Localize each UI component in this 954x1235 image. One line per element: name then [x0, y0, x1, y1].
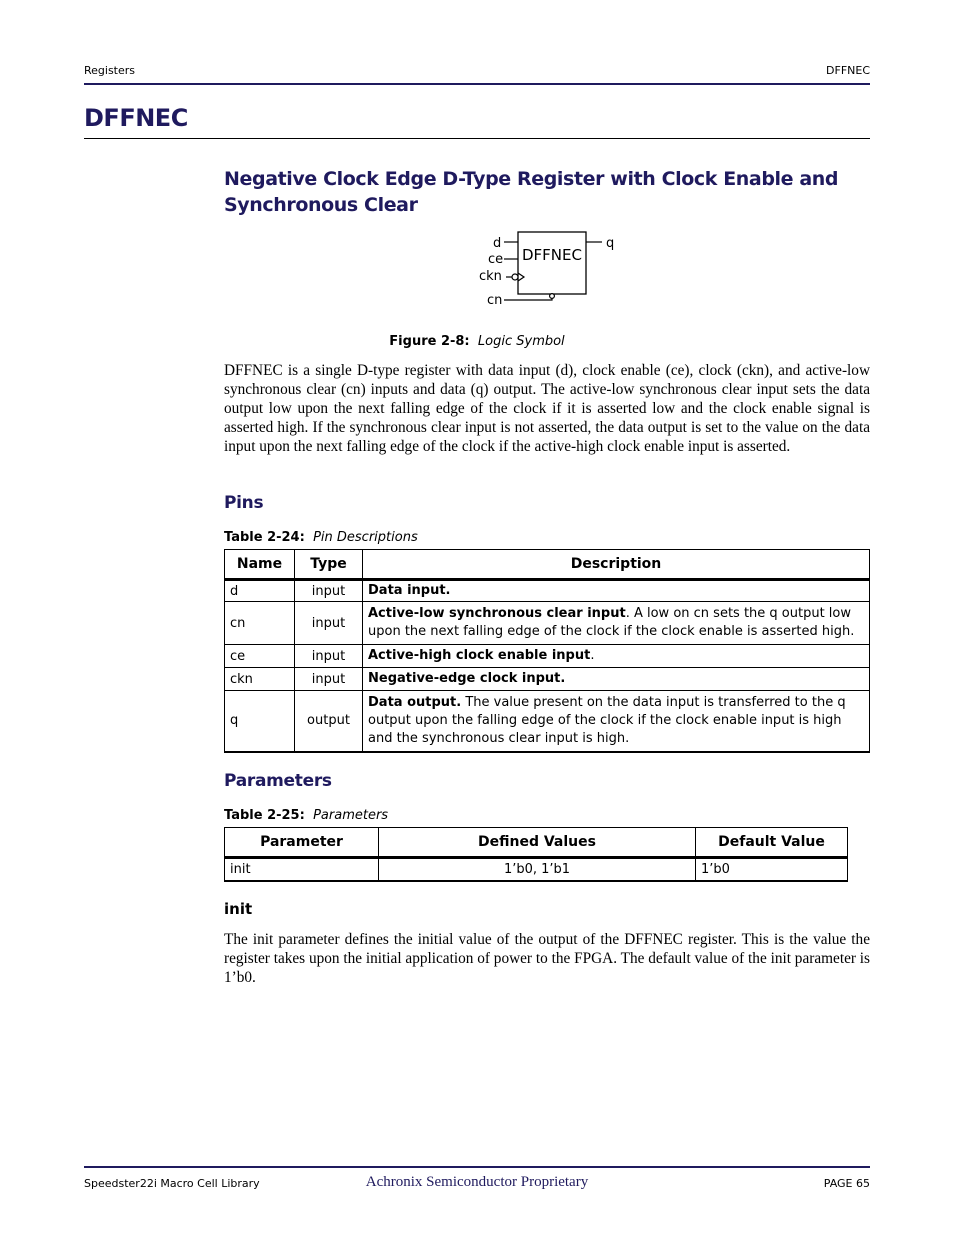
pin-type: input [295, 602, 363, 645]
cn-bubble [550, 294, 555, 299]
pin-cn-label: cn [487, 293, 503, 308]
pin-type: input [295, 580, 363, 602]
figure-title: Logic Symbol [477, 334, 565, 349]
table-row [225, 691, 870, 752]
column-header: Type [295, 550, 363, 580]
column-header: Name [225, 550, 295, 580]
column-header: Description [363, 550, 870, 580]
table-header-row [225, 550, 870, 580]
table-header-row [225, 828, 848, 858]
page-subtitle: Negative Clock Edge D-Type Register with Clock Enable and Synchronous Clear [224, 168, 839, 216]
pin-description [363, 691, 870, 752]
desc-rest: . [590, 648, 595, 663]
parameters-heading: Parameters [224, 771, 332, 791]
pin-description [363, 602, 870, 645]
pin-type: output [295, 691, 363, 752]
parameters-table [224, 827, 848, 882]
parameter-name: init [225, 858, 379, 881]
header-section: Registers [84, 64, 136, 77]
desc-rest: The value present on the data input is transferred to the q output upon the falling edge of the clock if the clock enable input is high and the synchronous clear input is high. [368, 694, 846, 746]
pin-description [363, 645, 870, 668]
params-table-title: Parameters [313, 808, 389, 823]
pin-type: input [295, 645, 363, 668]
pin-description [363, 580, 870, 602]
pin-name: q [225, 691, 295, 752]
pin-type: input [295, 668, 363, 691]
pin-ckn-label: ckn [479, 269, 502, 284]
pin-name: d [225, 580, 295, 602]
logic-symbol-diagram [470, 228, 630, 310]
pin-name: ckn [225, 668, 295, 691]
header-topic: DFFNEC [826, 64, 870, 77]
footer-doc-title: Speedster22i Macro Cell Library [84, 1177, 260, 1190]
ckn-bubble [512, 274, 518, 280]
pin-name: cn [225, 602, 295, 645]
footer-proprietary: Achronix Semiconductor Proprietary [365, 1174, 589, 1190]
pin-description [363, 668, 870, 691]
parameter-default: 1’b0 [696, 858, 848, 881]
params-table-label: Table 2-25: [224, 808, 305, 823]
table-row [225, 645, 870, 668]
desc-bold: Data input. [368, 583, 451, 598]
cell-name: DFFNEC [522, 246, 582, 264]
pins-table-title: Pin Descriptions [313, 530, 418, 545]
figure-caption [0, 334, 954, 349]
params-table-caption [224, 808, 388, 823]
parameter-values: 1’b0, 1’b1 [379, 858, 696, 881]
desc-bold: Data output. [368, 694, 462, 710]
pin-ce-label: ce [488, 252, 504, 267]
figure-label: Figure 2-8: [389, 334, 470, 349]
intro-paragraph: DFFNEC is a single D-type register with data input (d), clock enable (ce), clock (ckn), and active-low synchronous clear (cn) inputs and data (q) output. The active-low synchronous clear input sets the data output low upon the next falling edge of the clock if it is asserted low and the clock enable signal is asserted high. If the synchronous clear input is not asserted, the data output is set to the value on the data input upon the next falling edge of the clock if the active-high clock enable input is asserted. [224, 362, 870, 455]
footer-rule [84, 1166, 870, 1168]
pin-cn-line [504, 297, 552, 300]
title-rule [84, 138, 870, 139]
pins-table-caption [224, 530, 418, 545]
column-header: Parameter [225, 828, 379, 858]
pin-q-label: q [606, 236, 615, 251]
column-header: Defined Values [379, 828, 696, 858]
init-paragraph: The init parameter defines the initial value of the output of the DFFNEC register. This is the value the register takes upon the initial application of power to the FPGA. The default value of the init parameter is 1’b0. [224, 931, 870, 986]
logic-symbol [470, 228, 630, 310]
table-row [225, 580, 870, 602]
pin-name: ce [225, 645, 295, 668]
desc-bold: Active-high clock enable input [368, 648, 591, 663]
table-row [225, 858, 848, 881]
footer-page-number: PAGE 65 [823, 1177, 870, 1190]
desc-bold: Active-low synchronous clear input [368, 606, 626, 621]
header-rule [84, 83, 870, 85]
table-row [225, 668, 870, 691]
desc-rest: . A low on cn sets the q output low upon the next falling edge of the clock if the clock enable is asserted high. [368, 606, 855, 639]
pins-heading: Pins [224, 493, 264, 513]
column-header: Default Value [696, 828, 848, 858]
page-title: DFFNEC [84, 104, 188, 132]
init-heading: init [224, 900, 253, 918]
desc-bold: Negative-edge clock input. [368, 671, 566, 686]
table-row [225, 602, 870, 645]
clock-triangle [518, 273, 524, 281]
pins-table [224, 549, 870, 753]
pins-table-label: Table 2-24: [224, 530, 305, 545]
pin-d-label: d [493, 236, 502, 251]
